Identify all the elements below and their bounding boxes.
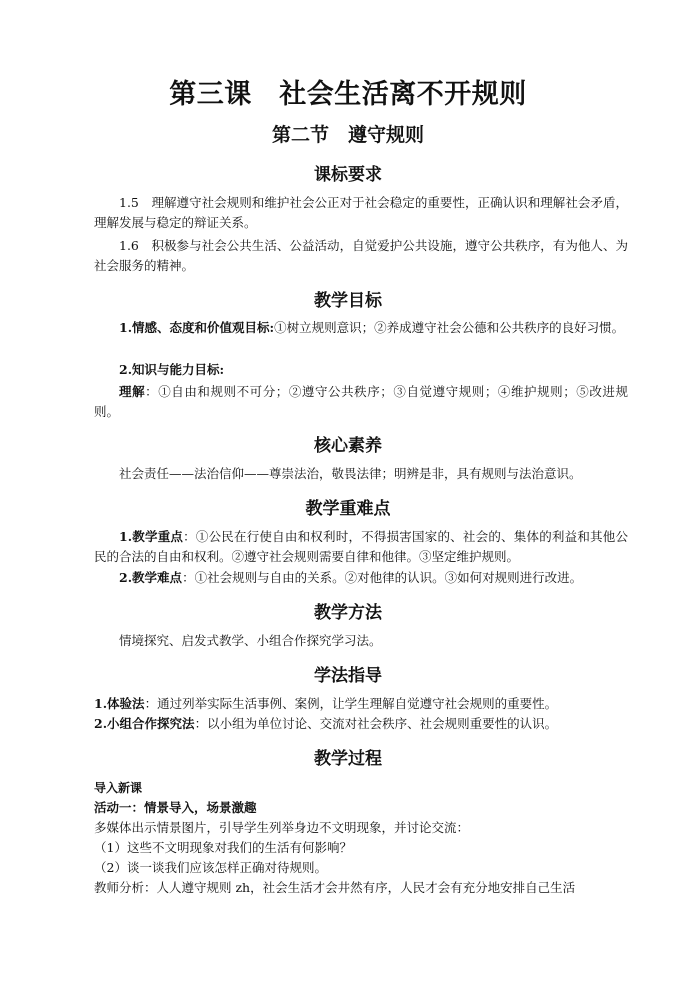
curriculum-item-1-5: 1.5 理解遵守社会规则和维护社会公正对于社会稳定的重要性，正确认识和理解社会矛盾，理解发展与稳定的辩证关系。 xyxy=(94,195,628,230)
difficult-points xyxy=(94,568,628,588)
study-group-method xyxy=(94,714,628,734)
objective-understanding xyxy=(94,382,628,422)
heading-teaching-objectives: 教学目标 xyxy=(314,291,382,311)
study-experience-method xyxy=(94,694,628,714)
study-experience-text: ：通过列举实际生活事例、案例，让学生理解自觉遵守社会规则的重要性。 xyxy=(144,696,558,711)
difficult-points-text: ：①社会规则与自由的关系。②对他律的认识。③如何对规则进行改进。 xyxy=(182,570,583,585)
process-question-1: （1）这些不文明现象对我们的生活有何影响？ xyxy=(94,840,352,855)
objective-understanding-label: 理解 xyxy=(119,384,146,399)
study-group-text: ：以小组为单位讨论、交流对社会秩序、社会规则重要性的认识。 xyxy=(194,716,558,731)
heading-study-guidance: 学法指导 xyxy=(314,666,382,686)
objective-emotion-text: ①树立规则意识；②养成遵守社会公德和公共秩序的良好习惯。 xyxy=(274,320,625,335)
objective-emotion xyxy=(94,318,628,338)
objective-knowledge-label: 2.知识与能力目标: xyxy=(119,362,225,377)
heading-teaching-process: 教学过程 xyxy=(314,749,382,769)
core-literacy-text: 社会责任——法治信仰——尊崇法治，敬畏法律；明辨是非，具有规则与法治意识。 xyxy=(119,466,582,481)
process-question-2: （2）谈一谈我们应该怎样正确对待规则。 xyxy=(94,860,327,875)
process-intro-label: 导入新课 xyxy=(94,781,143,795)
key-points-label: 1.教学重点 xyxy=(119,529,184,544)
key-points-text: ：①公民在行使自由和权利时，不得损害国家的、社会的、集体的利益和其他公民的合法的自由和权利。②遵守社会规则需要自律和他律。③坚定维护规则。 xyxy=(94,529,628,564)
curriculum-item-1-6: 1.6 积极参与社会公共生活、公益活动，自觉爱护公共设施，遵守公共秩序，有为他人、为社会服务的精神。 xyxy=(94,238,628,273)
heading-teaching-methods: 教学方法 xyxy=(314,603,382,623)
heading-core-literacy: 核心素养 xyxy=(314,436,382,456)
teaching-methods-text: 情境探究、启发式教学、小组合作探究学习法。 xyxy=(119,633,382,648)
objective-understanding-text: ：①自由和规则不可分；②遵守公共秩序；③自觉遵守规则；④维护规则；⑤改进规则。 xyxy=(94,384,628,419)
process-activity-one: 活动一：情景导入，场景激趣 xyxy=(94,800,257,815)
heading-curriculum-requirements: 课标要求 xyxy=(314,165,382,185)
lesson-title: 第三课 社会生活离不开规则 xyxy=(169,79,527,110)
study-group-label: 2.小组合作探究法 xyxy=(94,716,195,731)
heading-key-difficult-points: 教学重难点 xyxy=(305,499,391,519)
difficult-points-label: 2.教学难点 xyxy=(119,570,183,585)
study-experience-label: 1.体验法 xyxy=(94,696,145,711)
process-activity-desc: 多媒体出示情景图片，引导学生列举身边不文明现象，并讨论交流： xyxy=(94,820,470,835)
key-points xyxy=(94,527,628,567)
objective-emotion-label: 1.情感、态度和价值观目标: xyxy=(119,320,275,335)
section-subtitle: 第二节 遵守规则 xyxy=(271,124,424,146)
process-teacher-analysis: 教师分析：人人遵守规则 zh，社会生活才会井然有序，人民才会有充分地安排自己生活 xyxy=(94,880,576,895)
